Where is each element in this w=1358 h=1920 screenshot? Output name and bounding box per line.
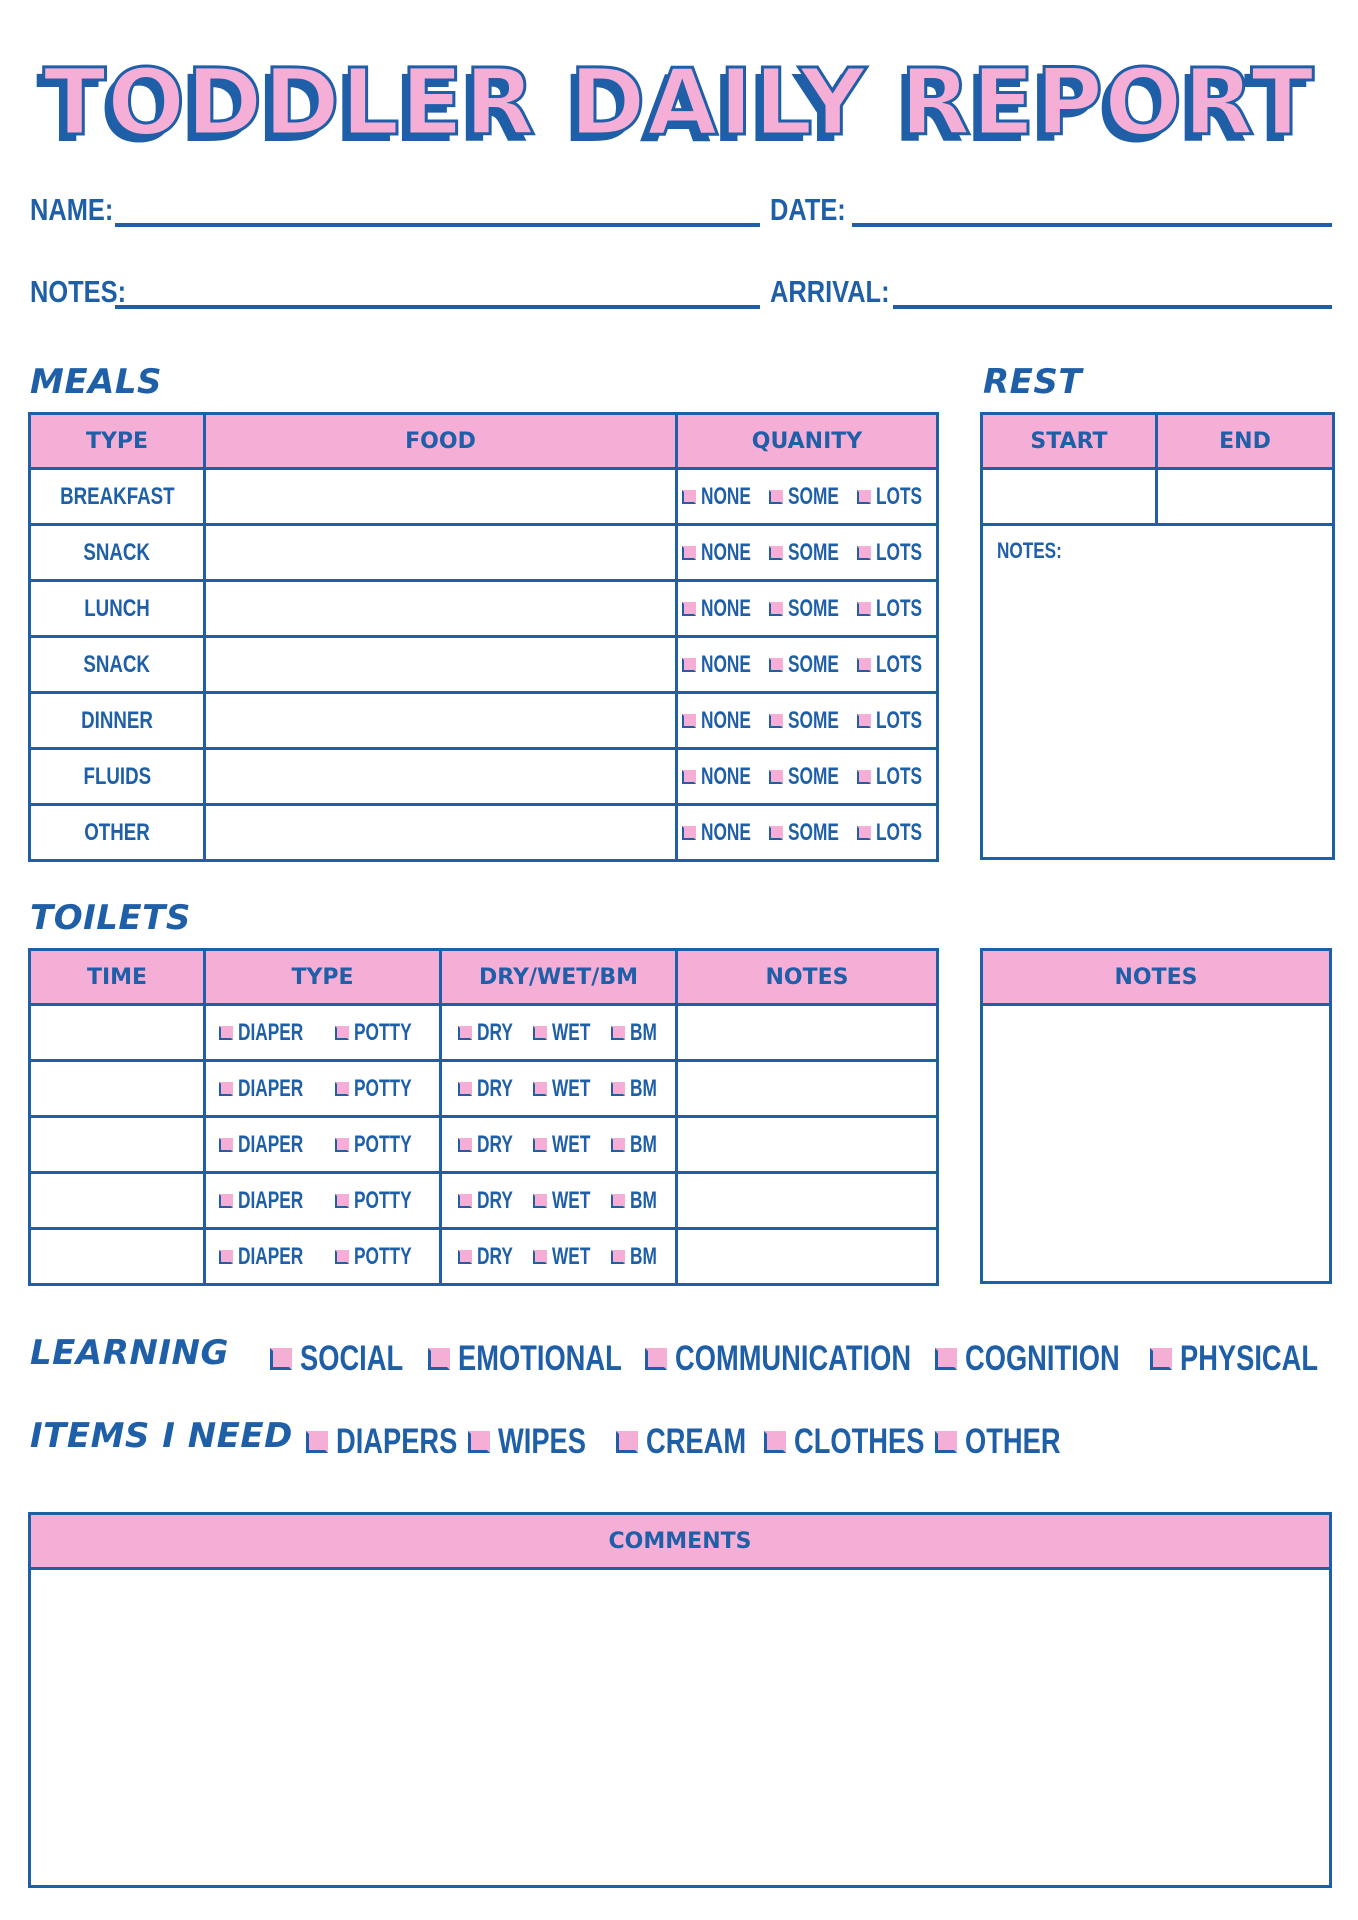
toilet-notes-cell[interactable] [677,1117,938,1173]
toilet-status-option[interactable] [458,1131,519,1159]
quantity-options [678,763,936,791]
checkbox-icon[interactable] [645,1348,667,1370]
checkbox-icon[interactable] [682,658,696,672]
quantity-option-label: SOME [787,706,839,734]
date-label: DATE: [770,192,846,227]
checkbox-icon[interactable] [769,714,783,728]
quantity-option-label: LOTS [875,650,922,678]
item-option[interactable] [306,1422,492,1462]
checkbox-icon[interactable] [458,1026,472,1040]
comments-table [28,1512,1332,1888]
toilet-status-option[interactable] [533,1075,597,1103]
quantity-option-label: NONE [701,538,752,566]
toilet-type-option-label: DIAPER [238,1242,304,1270]
meal-type-cell [30,805,205,861]
item-option[interactable] [468,1422,611,1462]
checkbox-icon[interactable] [682,770,696,784]
side-notes-table [980,948,1332,1284]
quantity-option[interactable] [682,595,762,623]
rest-notes-label: NOTES: [997,538,1062,563]
toilet-status-option-label: DRY [476,1130,513,1158]
checkbox-icon[interactable] [769,602,783,616]
toilet-status-option[interactable] [533,1187,597,1215]
table-row [30,693,938,749]
meal-type-cell [30,469,205,525]
quantity-option[interactable] [857,539,932,567]
toilet-notes-cell[interactable] [677,1061,938,1117]
checkbox-icon[interactable] [533,1250,547,1264]
toilet-type-cell [205,1005,441,1061]
side-notes-area[interactable] [982,1005,1331,1283]
toilet-type-options [206,1019,439,1047]
toilet-status-option-label: BM [629,1074,657,1102]
toilet-type-option-label: POTTY [353,1018,412,1046]
checkbox-icon[interactable] [533,1194,547,1208]
toilet-type-option[interactable] [335,1243,426,1271]
meal-food-cell[interactable] [205,469,677,525]
checkbox-icon[interactable] [533,1026,547,1040]
checkbox-icon[interactable] [857,826,871,840]
toilet-type-option-label: DIAPER [238,1018,304,1046]
toilet-type-option-label: DIAPER [238,1074,304,1102]
quantity-option[interactable] [682,819,762,847]
checkbox-icon[interactable] [935,1348,957,1370]
toilet-time-cell[interactable] [30,1061,205,1117]
toilet-status-option-label: DRY [476,1074,513,1102]
table-row [30,749,938,805]
comments-area[interactable] [30,1569,1331,1887]
toilet-status-options [442,1075,675,1103]
toilet-status-options [442,1187,675,1215]
item-option-label: WIPES [498,1422,586,1461]
meal-food-cell[interactable] [205,805,677,861]
table-row [30,805,938,861]
toilet-status-option[interactable] [533,1243,597,1271]
toilet-status-option-label: DRY [476,1242,513,1270]
checkbox-icon[interactable] [682,546,696,560]
meal-quantity-cell [677,693,938,749]
quantity-option[interactable] [769,819,851,847]
toilet-status-options [442,1131,675,1159]
learning-option[interactable] [428,1339,668,1379]
meal-type-label: LUNCH [84,594,150,622]
toilet-type-option-label: DIAPER [238,1186,304,1214]
meal-quantity-cell [677,805,938,861]
toilet-type-option-label: DIAPER [238,1130,304,1158]
quantity-option[interactable] [769,595,851,623]
quantity-options [678,483,936,511]
checkbox-icon[interactable] [533,1138,547,1152]
quantity-options [678,651,936,679]
toilet-status-option[interactable] [533,1019,597,1047]
toilet-type-option-label: POTTY [353,1130,412,1158]
quantity-options [678,707,936,735]
checkbox-icon[interactable] [335,1138,349,1152]
checkbox-icon[interactable] [764,1431,786,1453]
checkbox-icon[interactable] [857,490,871,504]
meal-quantity-cell [677,581,938,637]
table-row [30,1061,938,1117]
checkbox-icon[interactable] [682,602,696,616]
meal-quantity-cell [677,469,938,525]
quantity-option-label: LOTS [875,538,922,566]
rest-start-header: START [982,414,1157,469]
quantity-option[interactable] [682,763,762,791]
toilets-header-2: DRY/WET/BM [441,950,677,1005]
item-option-label: DIAPERS [336,1422,458,1461]
toilet-type-cell [205,1229,441,1285]
checkbox-icon[interactable] [857,714,871,728]
toilet-status-option-label: BM [629,1186,657,1214]
quantity-option-label: SOME [787,762,839,790]
learning-option[interactable] [935,1339,1163,1379]
meal-type-cell [30,581,205,637]
toilet-status-option[interactable] [458,1019,519,1047]
checkbox-icon[interactable] [611,1194,625,1208]
item-option-label: CLOTHES [794,1422,925,1461]
meal-food-cell[interactable] [205,749,677,805]
date-field[interactable] [852,223,1332,227]
checkbox-icon[interactable] [935,1431,957,1453]
meal-type-label: FLUIDS [83,762,151,790]
learning-option-label: PHYSICAL [1180,1339,1319,1378]
quantity-option-label: NONE [701,762,752,790]
quantity-option-label: LOTS [875,818,922,846]
toilet-type-cell [205,1173,441,1229]
learning-option[interactable] [270,1339,432,1379]
toilet-status-option[interactable] [458,1075,519,1103]
toilet-status-option[interactable] [611,1187,659,1215]
table-row [30,1173,938,1229]
arrival-field[interactable] [893,305,1332,309]
meal-type-label: DINNER [81,706,153,734]
quantity-option[interactable] [682,483,762,511]
quantity-option-label: LOTS [875,482,922,510]
meal-type-label: SNACK [83,538,151,566]
toilet-notes-cell[interactable] [677,1173,938,1229]
learning-option-label: COGNITION [965,1339,1120,1378]
toilets-header-1: TYPE [205,950,441,1005]
page-title: TODDLER DAILY REPORT [43,49,1315,156]
toilet-status-option[interactable] [611,1243,659,1271]
quantity-option-label: NONE [701,818,752,846]
checkbox-icon[interactable] [335,1194,349,1208]
rest-end-header: END [1157,414,1334,469]
toilet-status-option-label: DRY [476,1018,513,1046]
toilet-status-option[interactable] [611,1131,659,1159]
toilet-status-option[interactable] [533,1131,597,1159]
meal-food-cell[interactable] [205,637,677,693]
meals-header-0: TYPE [30,414,205,469]
toilet-type-option[interactable] [219,1075,321,1103]
checkbox-icon[interactable] [611,1082,625,1096]
checkbox-icon[interactable] [219,1026,233,1040]
toilet-status-cell [441,1229,677,1285]
learning-option-label: EMOTIONAL [458,1339,622,1378]
checkbox-icon[interactable] [219,1250,233,1264]
toilet-type-options [206,1243,439,1271]
toilet-type-cell [205,1061,441,1117]
table-row [30,1229,938,1285]
checkbox-icon[interactable] [682,826,696,840]
checkbox-icon[interactable] [769,770,783,784]
meals-header-2: QUANITY [677,414,938,469]
learning-option[interactable] [1150,1339,1357,1379]
meal-food-cell[interactable] [205,693,677,749]
checkbox-icon[interactable] [219,1194,233,1208]
toilet-status-cell [441,1117,677,1173]
toilet-status-option-label: BM [629,1242,657,1270]
quantity-option-label: NONE [701,594,752,622]
toilet-type-option[interactable] [335,1131,426,1159]
toilet-type-option-label: POTTY [353,1242,412,1270]
toilet-status-options [442,1243,675,1271]
learning-option[interactable] [645,1339,978,1379]
quantity-options [678,819,936,847]
quantity-options [678,595,936,623]
rest-table [980,412,1335,860]
meal-quantity-cell [677,749,938,805]
table-row [30,469,938,525]
quantity-option-label: SOME [787,594,839,622]
checkbox-icon[interactable] [428,1348,450,1370]
item-option[interactable] [616,1422,774,1462]
checkbox-icon[interactable] [458,1138,472,1152]
toilet-type-options [206,1187,439,1215]
quantity-option-label: NONE [701,706,752,734]
rest-end-cell[interactable] [1157,469,1334,525]
toilet-status-option[interactable] [611,1075,659,1103]
toilets-heading: TOILETS [30,898,191,938]
item-option[interactable] [764,1422,961,1462]
meal-type-cell [30,693,205,749]
quantity-option-label: NONE [701,650,752,678]
meals-header-1: FOOD [205,414,677,469]
quantity-option[interactable] [682,539,762,567]
toilet-type-option-label: POTTY [353,1186,412,1214]
checkbox-icon[interactable] [611,1250,625,1264]
checkbox-icon[interactable] [769,490,783,504]
quantity-option[interactable] [769,763,851,791]
toilet-type-option[interactable] [219,1243,321,1271]
checkbox-icon[interactable] [306,1431,328,1453]
learning-option-label: COMMUNICATION [675,1339,912,1378]
quantity-option[interactable] [769,539,851,567]
quantity-option-label: LOTS [875,706,922,734]
checkbox-icon[interactable] [682,714,696,728]
checkbox-icon[interactable] [468,1431,490,1453]
table-row [30,1117,938,1173]
quantity-option[interactable] [682,707,762,735]
checkbox-icon[interactable] [611,1026,625,1040]
quantity-option-label: SOME [787,818,839,846]
items-heading: ITEMS I NEED [30,1416,293,1456]
toilet-time-cell[interactable] [30,1117,205,1173]
meal-quantity-cell [677,525,938,581]
notes-label: NOTES: [30,274,127,309]
rest-heading: REST [983,362,1083,402]
item-option-label: OTHER [965,1422,1061,1461]
meal-food-cell[interactable] [205,525,677,581]
toilet-status-option-label: WET [551,1074,590,1102]
toilets-header-3: NOTES [677,950,938,1005]
quantity-option[interactable] [857,819,932,847]
table-row [30,637,938,693]
toilet-type-option-label: POTTY [353,1074,412,1102]
quantity-option-label: NONE [701,482,752,510]
toilet-status-cell [441,1173,677,1229]
toilet-status-option-label: WET [551,1242,590,1270]
meal-type-cell [30,749,205,805]
quantity-option-label: SOME [787,482,839,510]
checkbox-icon[interactable] [616,1431,638,1453]
checkbox-icon[interactable] [335,1250,349,1264]
meal-type-label: SNACK [83,650,151,678]
checkbox-icon[interactable] [769,658,783,672]
toilet-time-cell[interactable] [30,1173,205,1229]
item-option-label: CREAM [646,1422,747,1461]
checkbox-icon[interactable] [219,1138,233,1152]
toilet-status-option-label: WET [551,1018,590,1046]
toilet-type-cell [205,1117,441,1173]
quantity-option[interactable] [769,483,851,511]
table-row [30,525,938,581]
toilet-status-cell [441,1005,677,1061]
checkbox-icon[interactable] [533,1082,547,1096]
checkbox-icon[interactable] [857,770,871,784]
meals-heading: MEALS [30,362,163,402]
toilet-time-cell[interactable] [30,1005,205,1061]
toilet-type-option[interactable] [219,1131,321,1159]
meal-type-label: OTHER [84,818,150,846]
checkbox-icon[interactable] [769,826,783,840]
checkbox-icon[interactable] [857,658,871,672]
meal-type-cell [30,637,205,693]
checkbox-icon[interactable] [458,1194,472,1208]
checkbox-icon[interactable] [1150,1348,1172,1370]
toilet-type-option[interactable] [335,1019,426,1047]
toilet-status-option[interactable] [458,1187,519,1215]
meal-food-cell[interactable] [205,581,677,637]
toilet-time-cell[interactable] [30,1229,205,1285]
checkbox-icon[interactable] [219,1082,233,1096]
toilet-status-option[interactable] [611,1019,659,1047]
quantity-option[interactable] [769,707,851,735]
checkbox-icon[interactable] [769,546,783,560]
quantity-option-label: LOTS [875,594,922,622]
quantity-option-label: LOTS [875,762,922,790]
toilets-table [28,948,939,1286]
quantity-option-label: SOME [787,538,839,566]
name-label: NAME: [30,192,114,227]
quantity-option[interactable] [769,651,851,679]
notes-field[interactable] [115,305,760,309]
learning-heading: LEARNING [30,1333,229,1373]
toilet-status-option-label: DRY [476,1186,513,1214]
quantity-option[interactable] [682,651,762,679]
toilet-notes-cell[interactable] [677,1005,938,1061]
toilet-type-options [206,1075,439,1103]
quantity-option[interactable] [857,707,932,735]
quantity-options [678,539,936,567]
checkbox-icon[interactable] [335,1026,349,1040]
toilet-type-option[interactable] [219,1019,321,1047]
quantity-option-label: SOME [787,650,839,678]
meal-quantity-cell [677,637,938,693]
toilet-type-options [206,1131,439,1159]
toilet-status-option-label: WET [551,1186,590,1214]
toilet-type-option[interactable] [335,1187,426,1215]
checkbox-icon[interactable] [857,546,871,560]
toilet-status-option-label: WET [551,1130,590,1158]
toilet-status-option-label: BM [629,1130,657,1158]
name-field[interactable] [115,223,760,227]
checkbox-icon[interactable] [458,1082,472,1096]
meal-type-label: BREAKFAST [59,482,175,510]
arrival-label: ARRIVAL: [770,274,890,309]
toilet-status-option[interactable] [458,1243,519,1271]
checkbox-icon[interactable] [335,1082,349,1096]
checkbox-icon[interactable] [682,490,696,504]
rest-start-cell[interactable] [982,469,1157,525]
item-option[interactable] [935,1422,1088,1462]
checkbox-icon[interactable] [857,602,871,616]
toilet-status-cell [441,1061,677,1117]
quantity-option[interactable] [857,595,932,623]
side-notes-header: NOTES [982,950,1331,1005]
quantity-option[interactable] [857,651,932,679]
meals-table [28,412,939,862]
toilet-notes-cell[interactable] [677,1229,938,1285]
table-row [30,1005,938,1061]
toilet-status-option-label: BM [629,1018,657,1046]
learning-option-label: SOCIAL [300,1339,404,1378]
meal-type-cell [30,525,205,581]
quantity-option[interactable] [857,763,932,791]
checkbox-icon[interactable] [458,1250,472,1264]
checkbox-icon[interactable] [270,1348,292,1370]
toilet-type-option[interactable] [335,1075,426,1103]
toilet-type-option[interactable] [219,1187,321,1215]
checkbox-icon[interactable] [611,1138,625,1152]
toilet-status-options [442,1019,675,1047]
toilets-header-0: TIME [30,950,205,1005]
rest-notes-cell[interactable] [982,525,1334,859]
quantity-option[interactable] [857,483,932,511]
table-row [30,581,938,637]
comments-header: COMMENTS [30,1514,1331,1569]
